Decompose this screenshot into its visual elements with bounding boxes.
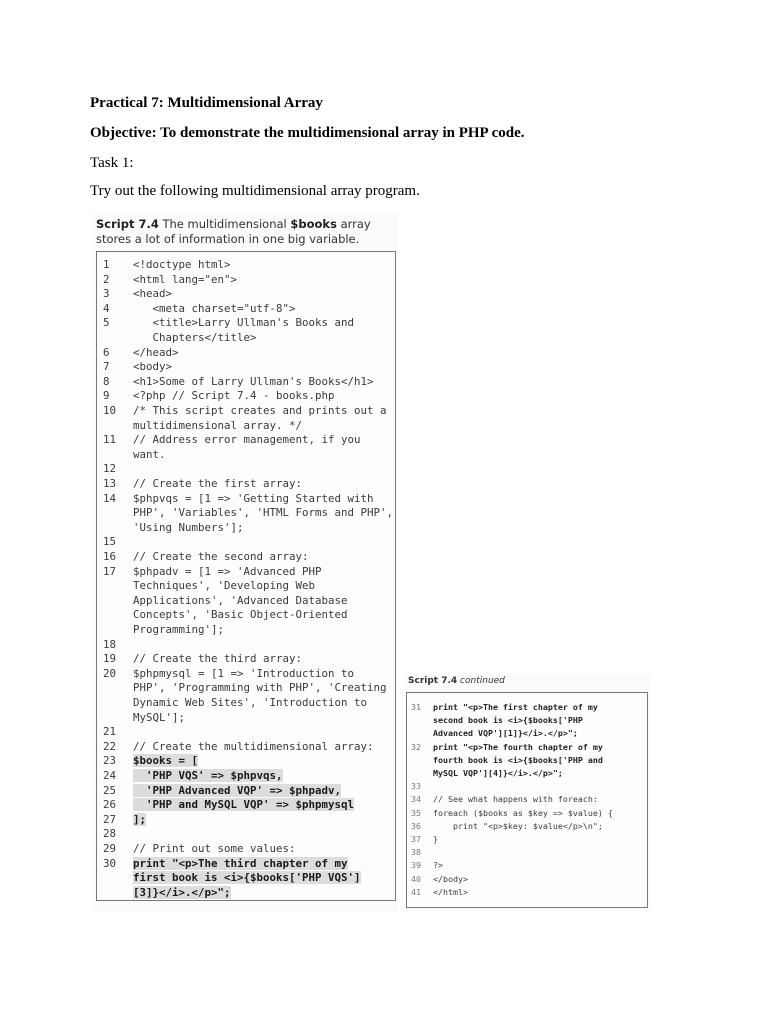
line-number: 20: [103, 666, 117, 680]
practical-heading: Practical 7: Multidimensional Array: [90, 95, 323, 111]
code-line: 'Using Numbers'];: [133, 520, 244, 534]
code-listing: [96, 251, 396, 901]
line-number: 27: [103, 812, 117, 826]
line-number: 36: [411, 820, 421, 831]
line-number: 26: [103, 798, 117, 812]
code-line: MySQL VQP'][4]}</i>.</p>";: [433, 768, 563, 778]
script-caption-var: $books: [290, 217, 337, 231]
line-number: 2: [103, 272, 110, 286]
script-continued-caption: [408, 676, 505, 686]
line-number: 37: [411, 834, 421, 844]
instruction-line: Try out the following multidimensional array program.: [90, 183, 420, 199]
code-line: </html>: [433, 886, 468, 897]
code-line: Programming'];: [133, 623, 225, 636]
code-line: want.: [133, 447, 166, 461]
code-line: }: [433, 834, 438, 844]
script-continued-word: continued: [460, 676, 505, 686]
line-number: 18: [103, 637, 117, 651]
line-number: 29: [103, 842, 117, 855]
code-line: ];: [133, 812, 147, 826]
line-number: 41: [411, 886, 421, 897]
line-number: 5: [103, 316, 110, 330]
line-number: 7: [103, 360, 110, 374]
code-line: $books = [: [133, 754, 199, 768]
script-caption-text: The multidimensional: [158, 217, 291, 231]
code-line: <title>Larry Ullman's Books and: [133, 316, 355, 330]
code-line: [3]}</i>.</p>";: [133, 885, 231, 899]
line-number: 1: [103, 258, 110, 271]
code-line: // Print out some values:: [133, 842, 296, 855]
code-line: // Address error management, if you: [133, 433, 361, 447]
script-continued-label: Script 7.4: [408, 676, 458, 686]
line-number: 33: [411, 781, 421, 792]
code-line: <meta charset="utf-8">: [133, 301, 296, 315]
code-line: <?php // Script 7.4 - books.php: [133, 389, 335, 403]
code-line: 'PHP VQS' => $phpvqs,: [133, 769, 283, 782]
line-number: 10: [103, 404, 117, 417]
line-number: 19: [103, 652, 117, 666]
code-line: Applications', 'Advanced Database: [133, 593, 348, 607]
code-line: <body>: [133, 360, 173, 374]
line-number: 34: [411, 794, 421, 805]
code-line: first book is <i>{$books['PHP VQS']: [133, 871, 361, 885]
code-line: PHP', 'Variables', 'HTML Forms and PHP',: [133, 506, 394, 520]
code-line: 'PHP Advanced VQP' => $phpadv,: [133, 783, 342, 797]
code-line: // See what happens with foreach:: [433, 794, 598, 805]
line-number: 13: [103, 477, 117, 490]
code-line: // Create the first array:: [133, 477, 303, 490]
line-number: 11: [103, 433, 117, 447]
code-line: </body>: [433, 873, 468, 884]
line-number: 8: [103, 374, 110, 388]
line-number: 9: [103, 389, 110, 403]
code-line: <h1>Some of Larry Ullman's Books</h1>: [133, 374, 374, 388]
script-caption-line2: stores a lot of information in one big variable.: [96, 232, 360, 246]
task-label: Task 1:: [90, 155, 134, 171]
line-number: 31: [411, 702, 421, 712]
code-line: // Create the third array:: [133, 652, 303, 666]
code-line: ?>: [433, 860, 443, 871]
code-line: fourth book is <i>{$books['PHP and: [433, 754, 603, 765]
line-number: 32: [411, 741, 421, 752]
code-line: print "<p>$key: $value</p>\n";: [433, 820, 603, 831]
code-line: <head>: [133, 287, 173, 301]
line-number: 15: [103, 535, 117, 549]
code-line: print "<p>The fourth chapter of my: [433, 741, 603, 752]
code-line: <!doctype html>: [133, 258, 231, 271]
line-number: 40: [411, 873, 421, 884]
code-line: second book is <i>{$books['PHP: [433, 715, 583, 726]
line-number: 25: [103, 783, 117, 797]
script-caption: [96, 217, 371, 247]
code-line: $phpmysql = [1 => 'Introduction to: [133, 666, 355, 680]
line-number: 4: [103, 301, 110, 315]
code-line: Advanced VQP'][1]}</i>.</p>";: [433, 728, 578, 739]
line-number: 16: [103, 550, 117, 563]
code-line: $phpadv = [1 => 'Advanced PHP: [133, 564, 322, 578]
line-number: 14: [103, 491, 117, 505]
script-caption-label: Script 7.4: [96, 217, 159, 231]
script-continued-image: [404, 674, 650, 910]
code-line: print "<p>The third chapter of my: [133, 856, 348, 870]
line-number: 6: [103, 345, 110, 359]
line-number: 22: [103, 739, 117, 753]
line-number: 3: [103, 287, 110, 301]
code-listing-continued: [406, 692, 648, 908]
code-line: // Create the multidimensional array:: [133, 739, 374, 753]
line-number: 23: [103, 754, 117, 768]
code-line: </head>: [133, 345, 179, 359]
code-line: print "<p>The first chapter of my: [433, 702, 598, 712]
line-number: 21: [103, 725, 117, 739]
code-line: /* This script creates and prints out a: [133, 404, 387, 417]
line-number: 39: [411, 860, 421, 871]
code-line: PHP', 'Programming with PHP', 'Creating: [133, 681, 387, 695]
code-line: Concepts', 'Basic Object-Oriented: [133, 608, 348, 622]
line-number: 30: [103, 856, 117, 870]
code-line: Chapters</title>: [133, 331, 257, 344]
code-line: Techniques', 'Developing Web: [133, 579, 316, 593]
script-listing-image: [92, 213, 398, 913]
code-line: Dynamic Web Sites', 'Introduction to: [133, 696, 368, 709]
code-line: $phpvqs = [1 => 'Getting Started with: [133, 491, 374, 505]
line-number: 24: [103, 769, 117, 782]
script-caption-text-end: array: [336, 217, 371, 231]
code-line: MySQL'];: [133, 710, 186, 724]
code-line: foreach ($books as $key => $value) {: [433, 807, 613, 818]
code-line: // Create the second array:: [133, 550, 309, 563]
code-line: <html lang="en">: [133, 272, 238, 286]
line-number: 12: [103, 462, 117, 476]
code-line: multidimensional array. */: [133, 418, 303, 432]
line-number: 35: [411, 807, 421, 818]
line-number: 28: [103, 827, 117, 841]
line-number: 38: [411, 847, 421, 858]
code-line: 'PHP and MySQL VQP' => $phpmysql: [133, 798, 355, 812]
objective-line: Objective: To demonstrate the multidimensional array in PHP code.: [90, 125, 525, 141]
line-number: 17: [103, 564, 117, 578]
